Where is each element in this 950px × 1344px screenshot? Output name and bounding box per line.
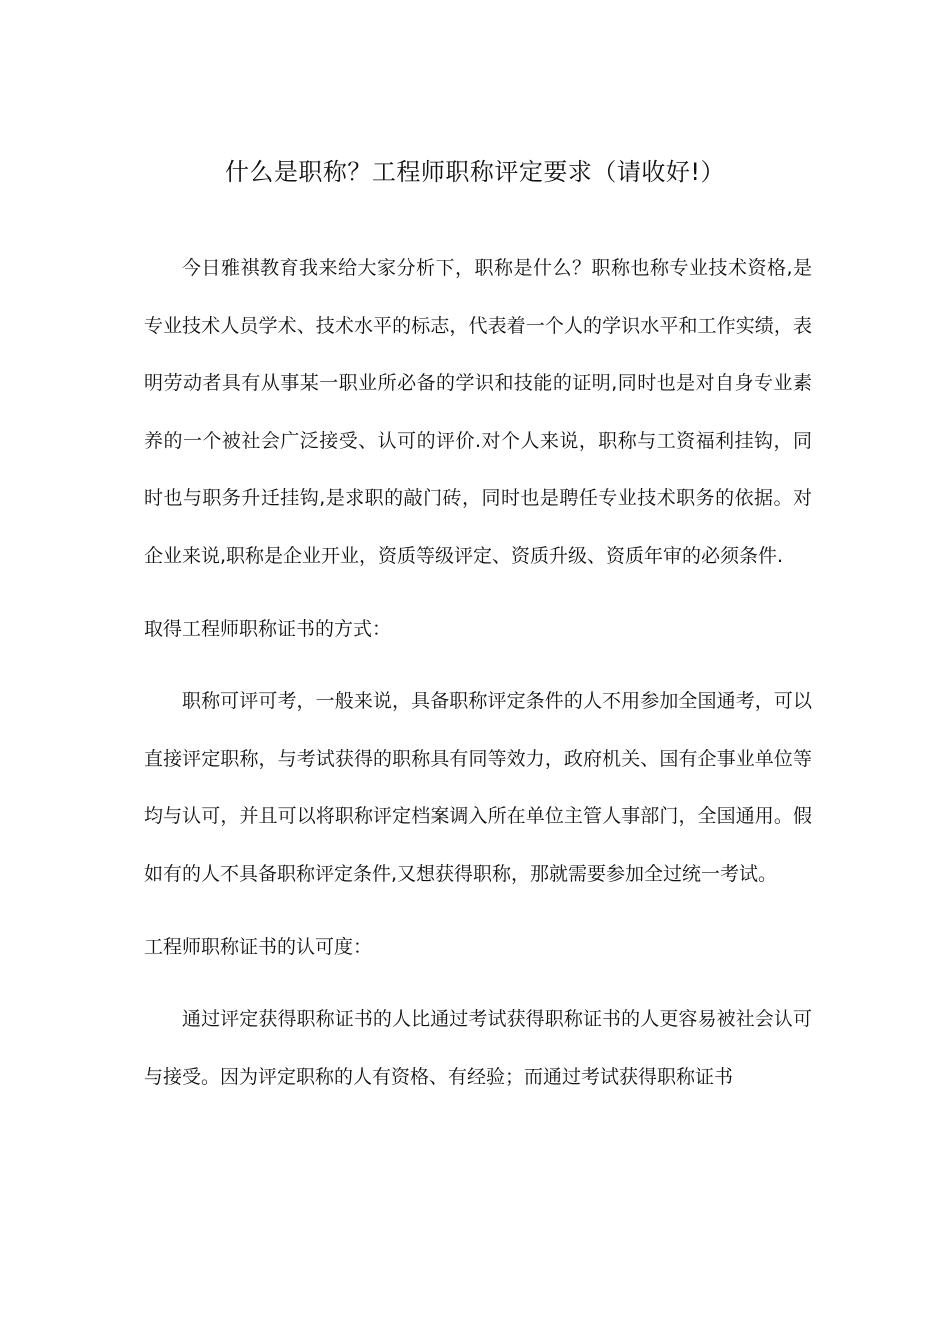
paragraph-recognition: 通过评定获得职称证书的人比通过考试获得职称证书的人更容易被社会认可与接受。因为评定职称的人有资格、有经验；而通过考试获得职称证书: [144, 1008, 812, 1088]
document-body: [144, 240, 812, 1106]
paragraph-gap: [144, 658, 812, 673]
paragraph-what-is-title: 今日雅祺教育我来给大家分析下，职称是什么？职称也称专业技术资格,是专业技术人员学术、技术水平的标志，代表着一个人的学识水平和工作实绩，表明劳动者具有从事某一职业所必备的学识和技能的证明,同时也是对自身专业素养的一个被社会广泛接受、认可的评价.对个人来说，职称与工资福利挂钩，同时也与职务升迁挂钩,是求职的敲门砖，同时也是聘任专业技术职务的依据。对企业来说,职称是企业开业，资质等级评定、资质升级、资质年审的必须条件.: [144, 257, 812, 567]
paragraph-gap: [144, 904, 812, 919]
page-title: 什么是职称？工程师职称评定要求（请收好!）: [224, 158, 726, 186]
paragraph-how-to-obtain: 职称可评可考，一般来说，具备职称评定条件的人不用参加全国通考，可以直接评定职称，与考试获得的职称具有同等效力，政府机关、国有企事业单位等均与认可，并且可以将职称评定档案调入所在单位主管人事部门，全国通用。假如有的人不具备职称评定条件,又想获得职称，那就需要参加全过统一考试。: [144, 690, 812, 885]
paragraph-gap: [144, 976, 812, 991]
paragraph-gap: [144, 586, 812, 601]
section-heading-recognition: 工程师职称证书的认可度：: [144, 935, 373, 958]
section-heading-how-to-obtain: 取得工程师职称证书的方式：: [144, 617, 392, 640]
